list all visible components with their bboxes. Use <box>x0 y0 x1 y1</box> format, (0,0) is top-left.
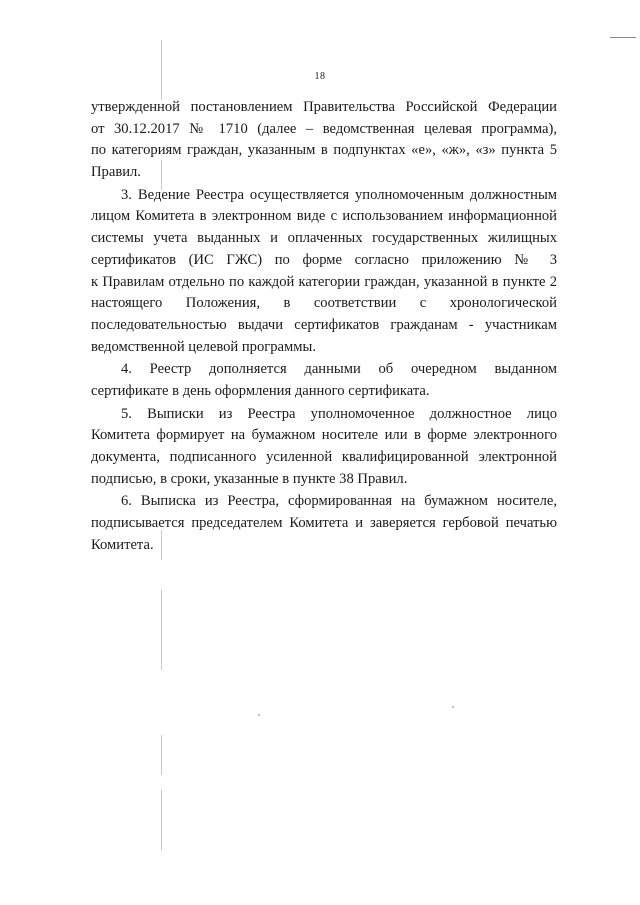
paragraph-5 <box>91 404 557 491</box>
scan-artifact-line <box>161 40 162 100</box>
text-line: от 30.12.2017 № 1710 (далее – ведомственная целевая программа), <box>91 120 557 137</box>
text-line: подписью, в сроки, указанные в пункте 38 Правил. <box>91 470 408 487</box>
text-line: утвержденной постановлением Правительства Российской Федерации <box>91 99 557 115</box>
paragraph-continuation <box>91 97 557 184</box>
text-line: 4. Реестр дополняется данными об очередном выданном <box>121 361 557 378</box>
scan-artifact-dot <box>452 706 454 708</box>
paragraph-6 <box>91 491 557 556</box>
text-line: ведомственной целевой программы. <box>91 338 316 355</box>
text-line: подписывается председателем Комитета и заверяется гербовой печатью <box>91 515 557 532</box>
scan-artifact-line <box>161 735 162 775</box>
scan-artifact-line <box>161 590 162 670</box>
text-line: по категориям граждан, указанным в подпунктах «е», «ж», «з» пункта 5 <box>91 142 557 159</box>
text-line: системы учета выданных и оплаченных государственных жилищных <box>91 230 557 247</box>
paragraph-3 <box>91 185 557 359</box>
paragraph-4 <box>91 359 557 402</box>
text-line: 5. Выписки из Реестра уполномоченное должностное лицо <box>121 405 557 422</box>
document-body <box>91 97 557 556</box>
page-number: 18 <box>314 71 326 82</box>
text-line: документа, подписанного усиленной квалифицированной электронной <box>91 449 557 465</box>
scan-artifact-line <box>161 790 162 850</box>
text-line: к Правилам отдельно по каждой категории граждан, указанной в пункте 2 <box>91 273 557 290</box>
text-line: 3. Ведение Реестра осуществляется уполномоченным должностным <box>121 186 557 203</box>
text-line: настоящего Положения, в соответствии с хронологической <box>91 295 557 312</box>
scan-artifact-dot <box>258 714 260 716</box>
text-line: Комитета. <box>91 536 154 553</box>
text-line: 6. Выписка из Реестра, сформированная на бумажном носителе, <box>121 493 557 510</box>
text-line: Комитета формирует на бумажном носителе или в форме электронного <box>91 427 557 444</box>
text-line: лицом Комитета в электронном виде с использованием информационной <box>91 208 557 225</box>
text-line: сертификатов (ИС ГЖС) по форме согласно приложению № 3 <box>91 251 557 268</box>
text-line: сертификате в день оформления данного сертификата. <box>91 382 430 399</box>
scan-edge-mark <box>610 37 636 38</box>
text-line: последовательностью выдачи сертификатов гражданам - участникам <box>91 316 557 333</box>
text-line: Правил. <box>91 164 141 181</box>
